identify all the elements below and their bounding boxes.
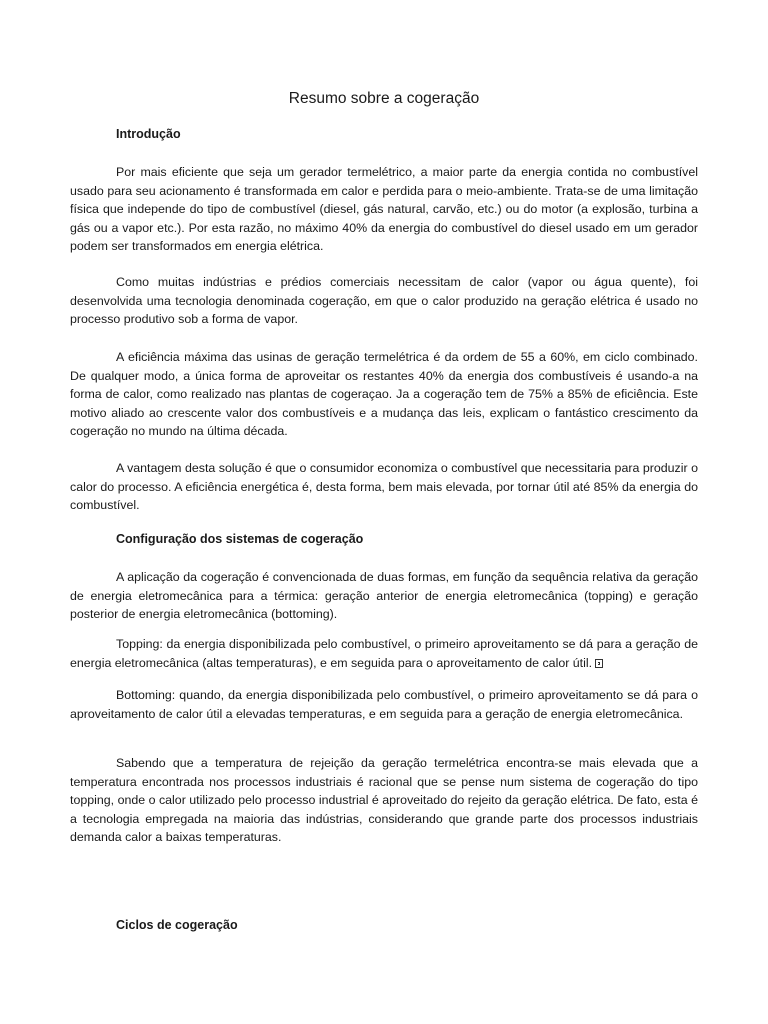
paragraph-2: Como muitas indústrias e prédios comerciais necessitam de calor (vapor ou água quente), foi desenvolvida uma tecnologia denominada cogeração, em que o calor produzido na geração elétrica é usado no processo produtivo sob a forma de vapor. [70,275,698,327]
paragraph-6-text: Topping: da energia disponibilizada pelo combustível, o primeiro aproveitamento se dá para a geração de energia eletromecânica (altas temperaturas), e em seguida para o aproveitamento de calor útil. [70,637,698,670]
section-heading-ciclos: Ciclos de cogeração [116,918,238,932]
paragraph-3: A eficiência máxima das usinas de geração termelétrica é da ordem de 55 a 60%, em ciclo combinado. De qualquer modo, a única forma de aproveitar os restantes 40% da energia dos combustíveis é usando-a na forma de calor, como realizado nas plantas de cogeraçao. Ja a cogeração tem de 75% a 85% de eficiência. Este motivo aliado ao crescente valor dos combustíveis e a mudança das leis, explicam o fantástico crescimento da cogeração no mundo na última década. [70,350,698,439]
paragraph-1: Por mais eficiente que seja um gerador termelétrico, a maior parte da energia contida no combustível usado para seu acionamento é transformada em calor e perdida para o meio-ambiente. Trata-se de uma limitação física que independe do tipo de combustível (diesel, gás natural, carvão, etc.) ou do motor (a explosão, turbina a gás ou a vapor etc.). Por esta razão, no máximo 40% da energia do combustível do diesel usado em um gerador podem ser transformados em energia elétrica. [70,165,698,254]
section-heading-introducao: Introdução [116,127,181,141]
unknown-glyph-icon [595,659,603,668]
paragraph-4: A vantagem desta solução é que o consumidor economiza o combustível que necessitaria para produzir o calor do processo. A eficiência energética é, desta forma, bem mais elevada, por tornar útil até 85% da energia do combustível. [70,461,698,513]
paragraph-8: Sabendo que a temperatura de rejeição da geração termelétrica encontra-se mais elevada que a temperatura encontrada nos processos industriais é racional que se pense num sistema de cogeração do tipo topping, onde o calor utilizado pelo processo industrial é aproveitado do rejeito da geração elétrica. De fato, esta é a tecnologia empregada na maioria das indústrias, considerando que grande parte dos processos industriais demanda calor a baixas temperaturas. [70,756,698,845]
section-heading-configuracao: Configuração dos sistemas de cogeração [116,532,364,546]
paragraph-6 [70,635,698,672]
document-title: Resumo sobre a cogeração [288,90,480,107]
paragraph-7: Bottoming: quando, da energia disponibilizada pelo combustível, o primeiro aproveitamento se dá para o aproveitamento de calor útil a elevadas temperaturas, e em seguida para a geração de energia eletromecânica. [70,688,698,721]
paragraph-5: A aplicação da cogeração é convencionada de duas formas, em função da sequência relativa da geração de energia eletromecânica para a térmica: geração anterior de energia eletromecânica (topping) e geração posterior de energia eletromecânica (bottoming). [70,570,698,622]
